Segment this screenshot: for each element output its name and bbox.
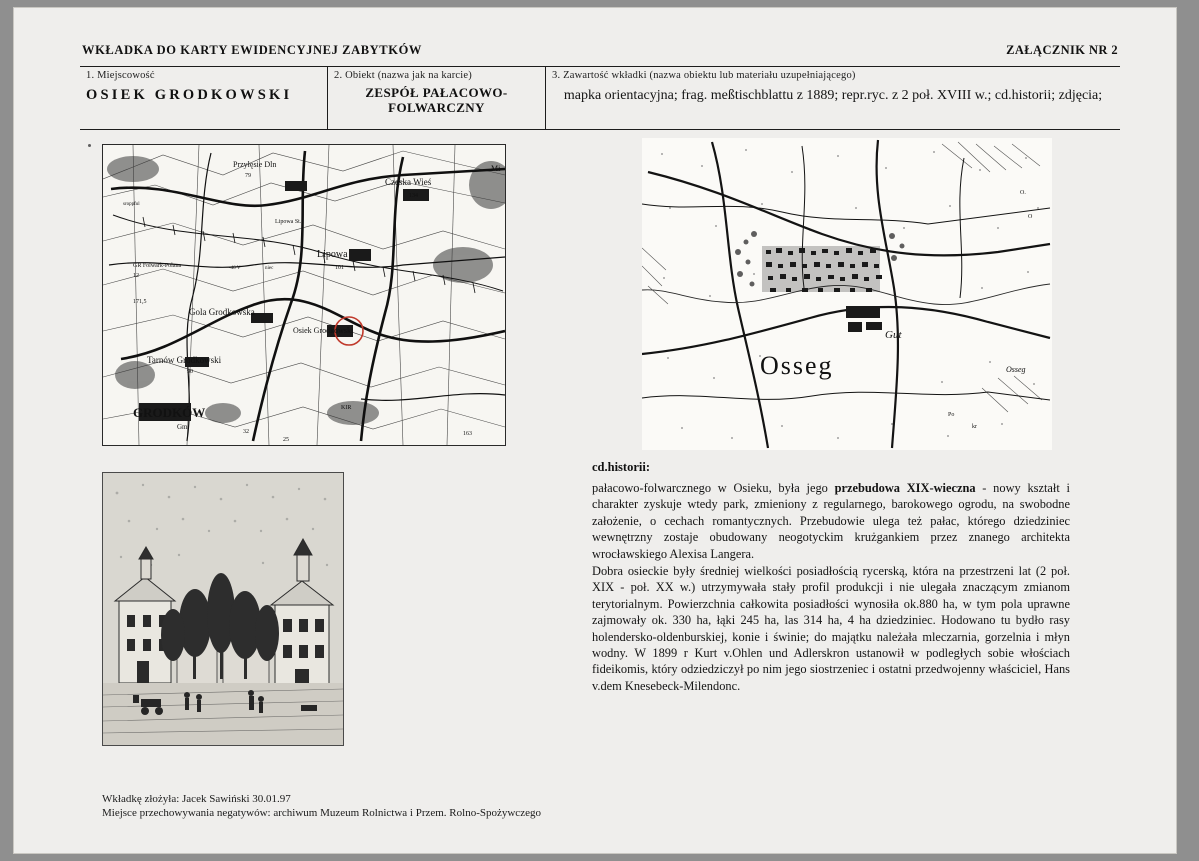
orientation-map-graphic (103, 145, 505, 445)
svg-text:Czeska Wieś: Czeska Wieś (385, 177, 432, 187)
svg-text:101: 101 (335, 265, 344, 271)
history-paragraph-2: Dobra osieckie były średniej wielkości posiadłością rycerską, która na przestrzeni lat (2 poł. XIX - poł. XX w.) utrzymywała stały profil produkcji i nie ulegała znaczącym zmianom terytorialnym. Powierzchnia całkowita posiadłości wynosiła ok.880 ha, w tym pola uprawne zajmowały ok. 330 ha, łąki 245 ha, las 314 ha, 4 ha dziedziniec. Hodowano tu bydło rasy holendersko-oldenburskiej, konie i świnie; do majątku należała mleczarnia, gorzelnia i młyn wodny. W 1899 r Kurt v.Ohlen und Adlerskron ustanowił w podległych sobie włościach fideikomis, który odziedziczył po nim jego siostrzeniec i ostatni przedwojenny właściciel, Hans v.dem Knesebeck-Milendonc. (592, 564, 1070, 693)
svg-text:Gm.: Gm. (177, 423, 190, 431)
meta-value-contents: mapka orientacyjna; frag. meßtischblattu z 1889; repr.ryc. z 2 poł. XVIII w.; cd.historii; zdjęcia; (563, 88, 1103, 103)
svg-text:O.: O. (1020, 190, 1026, 196)
figure-lithograph (102, 472, 344, 746)
sheet-header (80, 36, 1120, 67)
svg-text:kr: kr (972, 424, 977, 430)
metadata-table (80, 67, 1120, 130)
svg-text:134: 134 (409, 193, 418, 199)
history-p1-pre: pałacowo-folwarcznego w Osieku, była jego (592, 481, 835, 495)
svg-text:Tarnów Grodkowski: Tarnów Grodkowski (147, 355, 222, 365)
history-p1-emphasis: przebudowa XIX-wieczna (834, 481, 976, 495)
svg-text:Gut: Gut (885, 329, 902, 341)
svg-text:32: 32 (243, 429, 249, 435)
svg-text:25: 25 (283, 437, 289, 443)
footer-archive-line: Miejsce przechowywania negatywów: archiwum Muzeum Rolnictwa i Przem. Rolno-Spożywczego (102, 807, 541, 819)
svg-text:79: 79 (245, 173, 251, 179)
meta-cell-object (328, 67, 546, 129)
svg-text:Osseg: Osseg (760, 351, 834, 380)
footer-author-line: Wkładkę złożyła: Jacek Sawiński 30.01.97 (102, 793, 291, 805)
figure-messtischblatt (642, 138, 1052, 450)
history-paragraph-1 (592, 480, 1070, 562)
ink-speck (88, 144, 91, 147)
svg-text:KIR: KIR (341, 405, 352, 411)
meta-cell-contents (546, 67, 1120, 129)
messtischblatt-graphic (642, 138, 1052, 450)
history-p1-post: - nowy kształt i charakter zyskuje wtedy park, zmieniony z regularnego, barokowego ogrodu, na swobodne założenie, o cechach romantycznych. Przebudowie ulega też pałac, którego dziedziniec wewnętrzny zostaje obudowany neogotyckim krużgankiem przez znanego architekta wrocławskiego Alexisa Langera. (592, 481, 1070, 561)
svg-text:O: O (1028, 214, 1033, 220)
figure-orientation-map (102, 144, 506, 446)
svg-text:Po: Po (948, 412, 955, 418)
svg-text:171,5: 171,5 (133, 299, 147, 305)
svg-text:sroppful: sroppful (123, 202, 140, 207)
svg-text:90: 90 (187, 369, 193, 375)
annex-number: ZAŁĄCZNIK NR 2 (1006, 43, 1118, 57)
document-page (14, 8, 1176, 853)
svg-text:163: 163 (463, 431, 472, 437)
history-heading: cd.historii: (592, 460, 650, 474)
record-sheet (80, 36, 1120, 826)
meta-value-object: ZESPÓŁ PAŁACOWO-FOLWARCZNY (365, 85, 508, 115)
history-text-block (592, 460, 1070, 695)
meta-cell-locality (80, 67, 328, 129)
svg-text:niec: niec (265, 266, 274, 271)
svg-text:GR Folwark-Polana: GR Folwark-Polana (133, 263, 182, 269)
svg-text:12: 12 (133, 273, 139, 279)
meta-label-contents: 3. Zawartość wkładki (nazwa obiektu lub materiału uzupełniającego) (552, 70, 856, 81)
svg-text:Przyłęsie Dln: Przyłęsie Dln (233, 160, 277, 169)
svg-text:Mi: Mi (491, 164, 501, 173)
meta-label-object: 2. Obiekt (nazwa jak na karcie) (334, 70, 472, 81)
svg-text:Lipowa St.: Lipowa St. (275, 219, 302, 225)
page-title: WKŁADKA DO KARTY EWIDENCYJNEJ ZABYTKÓW (82, 43, 422, 57)
svg-text:-46 V: -46 V (229, 266, 241, 271)
meta-value-locality: OSIEK GRODKOWSKI (86, 87, 293, 103)
svg-text:Lipowa: Lipowa (317, 249, 348, 260)
svg-text:Osiek Grodkowski: Osiek Grodkowski (293, 326, 354, 335)
svg-text:GRODKÓW: GRODKÓW (133, 405, 206, 420)
lithograph-graphic (103, 473, 343, 745)
sheet-footer (102, 792, 802, 820)
svg-text:Osseg: Osseg (1006, 365, 1026, 374)
meta-label-locality: 1. Miejscowość (86, 70, 155, 81)
svg-text:Gola Grodkowska: Gola Grodkowska (189, 307, 255, 317)
